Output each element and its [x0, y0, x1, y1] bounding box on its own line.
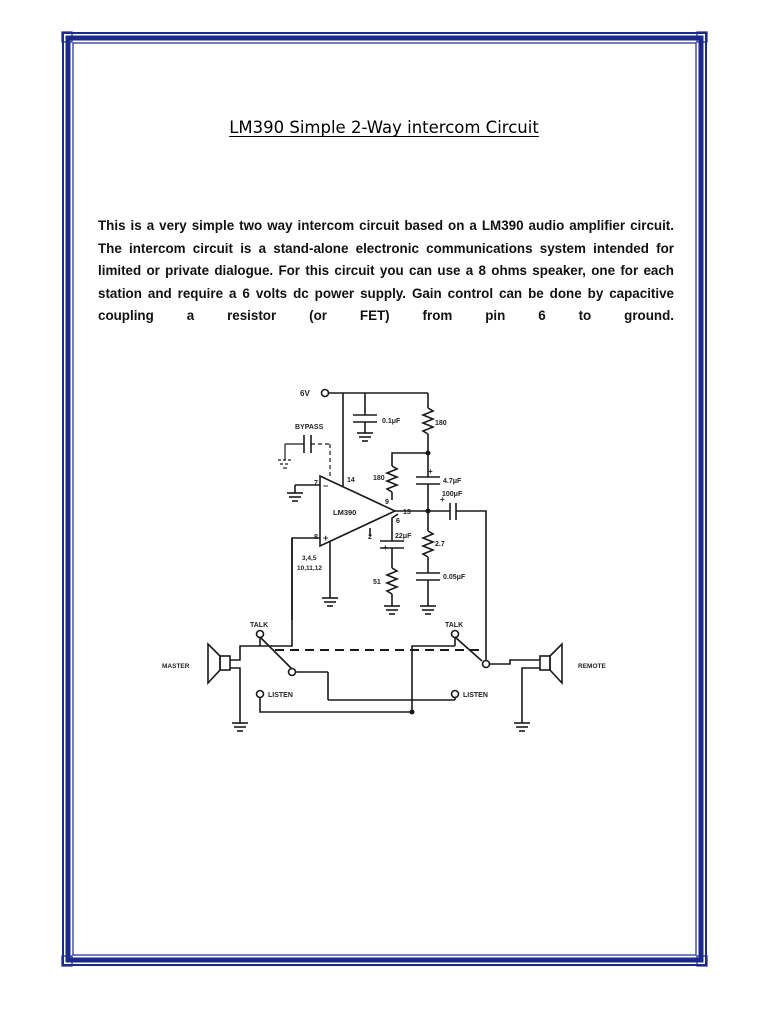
svg-text:100μF: 100μF: [442, 491, 463, 498]
svg-text:9: 9: [385, 499, 389, 506]
svg-text:REMOTE: REMOTE: [578, 663, 606, 670]
c-0.1uf: [353, 393, 401, 441]
svg-text:MASTER: MASTER: [162, 663, 190, 670]
intro-paragraph: This is a very simple two way intercom circuit based on a LM390 audio amplifier circuit. The intercom circuit is a stand-alone electronic communications system intended for limited or private dialogue. For this circuit you can use a 8 ohms speaker, one for each station and require a 6 volts dc power supply. Gain control can be done by capacitive coupling a resistor (or FET) from pin 6 to ground.: [98, 218, 674, 323]
svg-text:0.1μF: 0.1μF: [382, 418, 401, 425]
supply-label: 6V: [300, 389, 310, 398]
remote-speaker-icon: [489, 644, 606, 731]
svg-text:2: 2: [368, 534, 372, 541]
document-title: LM390 Simple 2-Way intercom Circuit: [229, 118, 539, 137]
svg-text:0.05μF: 0.05μF: [443, 574, 466, 581]
intercom-schematic: [150, 378, 620, 758]
svg-text:+: +: [440, 495, 445, 504]
r-2.7-c-0.05uf: [416, 511, 466, 614]
svg-text:180: 180: [373, 475, 385, 482]
svg-text:4.7μF: 4.7μF: [443, 478, 462, 485]
r-180-top: [423, 393, 447, 456]
c-22uf-r-51: [373, 514, 412, 614]
svg-text:8: 8: [314, 534, 318, 541]
svg-text:14: 14: [347, 477, 355, 484]
bypass-capacitor: [278, 424, 330, 478]
c-4.7uf: [416, 453, 462, 511]
svg-text:−: −: [323, 481, 329, 491]
svg-text:6: 6: [396, 518, 400, 525]
svg-text:22μF: 22μF: [395, 533, 412, 540]
chip-label: LM390: [333, 508, 357, 517]
svg-text:+: +: [383, 543, 388, 552]
svg-text:TALK: TALK: [445, 622, 464, 629]
svg-text:13: 13: [403, 509, 411, 516]
svg-text:LISTEN: LISTEN: [268, 692, 293, 699]
svg-text:+: +: [428, 467, 433, 476]
supply-node: [300, 389, 428, 398]
svg-text:180: 180: [435, 420, 447, 427]
bypass-label: BYPASS: [295, 424, 324, 431]
svg-text:51: 51: [373, 579, 381, 586]
master-switch: [250, 622, 480, 712]
svg-text:TALK: TALK: [250, 622, 269, 629]
master-speaker-icon: [162, 644, 260, 731]
svg-text:7: 7: [314, 480, 318, 487]
svg-text:2.7: 2.7: [435, 541, 445, 548]
svg-text:10,11,12: 10,11,12: [297, 565, 322, 572]
svg-text:LISTEN: LISTEN: [463, 692, 488, 699]
svg-text:+: +: [323, 533, 329, 543]
svg-text:3,4,5: 3,4,5: [302, 555, 317, 562]
